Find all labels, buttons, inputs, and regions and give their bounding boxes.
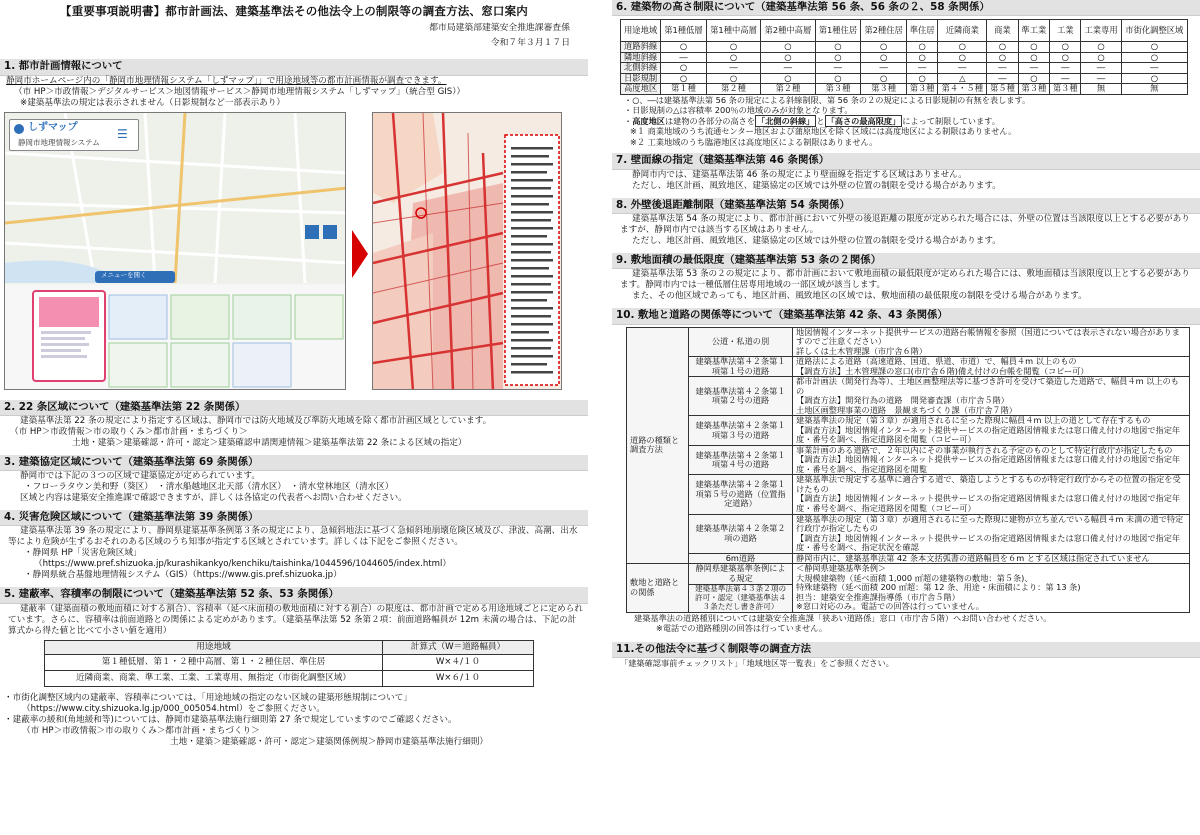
height-table-row bbox=[621, 73, 1188, 84]
height-cell: ○ bbox=[1018, 52, 1049, 63]
height-cell: ○ bbox=[938, 52, 987, 63]
s6-note3-north: 「北側の斜線」 bbox=[757, 115, 815, 126]
s1-line1[interactable]: 静岡市ホームページ内の「静岡市地理情報システム「しずマップ」」で用途地域等の都市計画情報が調査できます。 bbox=[6, 75, 447, 86]
shizumap-logo-sub: 静岡市地理情報システム bbox=[18, 137, 100, 147]
s1-line3: ※建築基準法の規定は表示されません（日影規制など一部表示あり） bbox=[20, 97, 286, 108]
height-cell: ○ bbox=[1018, 42, 1049, 53]
road-type-label: 建築基準法第４２条第１項第２号の道路 bbox=[689, 377, 793, 416]
s5-note5: 土地・建築＞建築確認・許可・認定＞建築関係例規＞静岡市建築基準法施行細則） bbox=[170, 736, 488, 747]
section-1-heading: 1. 都市計画情報について bbox=[0, 59, 588, 75]
shizumap-map-svg bbox=[5, 113, 346, 390]
height-cell: 第３種 bbox=[1050, 84, 1081, 95]
height-cell: 第２種 bbox=[706, 84, 760, 95]
height-cell: ― bbox=[1050, 73, 1081, 84]
document-date: 令和７年３月１７日 bbox=[490, 37, 570, 48]
s7-line2: ただし、地区計画、風致地区、建築協定の区域では外壁の位置の制限を受ける場合があります。 bbox=[632, 180, 1001, 191]
height-cell: 第１種 bbox=[661, 84, 707, 95]
height-table-header bbox=[621, 20, 1188, 42]
height-row-label: 北側斜線 bbox=[621, 63, 661, 74]
height-cell: ○ bbox=[706, 73, 760, 84]
height-row-label: 隣地斜線 bbox=[621, 52, 661, 63]
height-cell: ○ bbox=[815, 52, 861, 63]
height-cell: 第３種 bbox=[906, 84, 937, 95]
road-type-description: 建築基準法の規定（第３章）が適用されるに至った際現に幅員４m 以上の道として存在するもの 【調査方法】地図情報インターネット提供サービスの指定道路図情報または窓口備え付けの地図で指定年度・番号を調べ、指定道路図を閲覧（コピー可） bbox=[793, 416, 1190, 446]
height-cell: ○ bbox=[1081, 52, 1121, 63]
road-group-label: 道路の種類と調査方法 bbox=[627, 327, 689, 563]
s6-note3 bbox=[612, 116, 1200, 127]
height-cell: 第４・５種 bbox=[938, 84, 987, 95]
shizumap-screenshot bbox=[4, 112, 346, 390]
site-relation-permit: 建築基準法第４３条２項の許可・認定（建築基準法４３条ただし書き許可） bbox=[689, 584, 793, 612]
arrow-icon bbox=[352, 230, 368, 278]
height-col-zone: 第1種住居 bbox=[815, 20, 861, 42]
section-11-heading: 11.その他法令に基づく制限等の調査方法 bbox=[612, 642, 1200, 658]
height-cell: ○ bbox=[1121, 73, 1187, 84]
height-cell: 第３種 bbox=[815, 84, 861, 95]
height-cell: ○ bbox=[861, 73, 907, 84]
height-cell: ○ bbox=[906, 73, 937, 84]
section-7-heading: 7. 壁面線の指定（建築基準法第 46 条関係） bbox=[612, 153, 1200, 169]
height-cell: ○ bbox=[815, 42, 861, 53]
height-cell: ○ bbox=[906, 52, 937, 63]
road-table-row bbox=[627, 377, 1190, 416]
s6-note1: ・○、―は建築基準法第 56 条の規定による斜線制限、第 56 条の２の規定による日影規制の有無を表します。 bbox=[624, 94, 1031, 105]
table-row2-formula: W×６/１０ bbox=[383, 670, 534, 686]
height-cell: ― bbox=[661, 52, 707, 63]
road-type-description: 都市計画法（開発行為等）、土地区画整理法等に基づき許可を受けて築造した道路で、幅員４m 以上のもの 【調査方法】開発行為の道路 開発審査課（市庁舎５階） 土地区画整理事業の道路 景観まちづくり課（市庁舎７階） bbox=[793, 377, 1190, 416]
menu-icon[interactable]: ☰ bbox=[117, 126, 128, 141]
s3-line2: ・フローラタウン美和野（葵区） ・清水船越地区北天部（清水区） ・清水堂林地区（清水区） bbox=[24, 482, 394, 493]
height-cell: 第５種 bbox=[987, 84, 1018, 95]
s4-line3[interactable]: （https://www.pref.shizuoka.jp/kurashikankyo/kenchiku/taishinka/1044596/1044605/index.html） bbox=[34, 559, 451, 570]
height-cell: ○ bbox=[987, 42, 1018, 53]
height-cell: ― bbox=[761, 63, 815, 74]
height-cell: ○ bbox=[1018, 73, 1049, 84]
height-col-zone: 市街化調整区域 bbox=[1121, 20, 1187, 42]
left-column bbox=[0, 0, 588, 748]
s3-line3: 区域と内容は建築安全推進課で確認できますが、詳しくは各協定の代表者へお問い合わせください。 bbox=[20, 493, 407, 504]
s8-line1: 建築基準法第 54 条の規定により、都市計画において外壁の後退距離の限度が定められた場合には、外壁の位置は当該限度以上とする必要がありますが、静岡市内では該当する区域はありません。 bbox=[620, 214, 1190, 236]
shizumap-logo-title: しずマップ bbox=[28, 121, 78, 133]
section-8-heading: 8. 外壁後退距離制限（建築基準法第 54 条関係） bbox=[612, 198, 1200, 214]
table-row1-zone: 第１種低層、第１・２種中高層、第１・２種住居、準住居 bbox=[45, 654, 383, 670]
height-cell: ○ bbox=[706, 42, 760, 53]
road-type-label: 建築基準法第４２条第２項の道路 bbox=[689, 514, 793, 553]
s5-line1: 建蔽率（建築面積の敷地面積に対する割合）、容積率（延べ床面積の敷地面積に対する割合）の限度は、都市計画で定める用途地域ごとに定められています。さらに、容積率は前面道路との関係による定めがあります。（建築基準法第 52 条第２項：前面道路幅員が 12m 未満の場合は、下記の計算式から得た値と比べて小さい値を適用） bbox=[8, 603, 583, 636]
section-9-heading: 9. 敷地面積の最低限度（建築基準法第 53 条の２関係） bbox=[612, 253, 1200, 269]
height-col-label: 用途地域 bbox=[621, 20, 661, 42]
department: 都市局建築部建築安全推進課審査係 bbox=[429, 22, 570, 33]
table-header-formula: 計算式（W＝道路幅員） bbox=[383, 640, 534, 654]
s6-note3-end: によって制限しています。 bbox=[902, 115, 1000, 126]
height-cell: ― bbox=[1050, 63, 1081, 74]
road-table-row bbox=[627, 445, 1190, 475]
road-type-label: 6m道路 bbox=[689, 553, 793, 564]
table-row1-formula: W×４/１０ bbox=[383, 654, 534, 670]
height-cell: ○ bbox=[1121, 42, 1187, 53]
s5-note2[interactable]: （https://www.city.shizuoka.lg.jp/000_005054.html）をご参照ください。 bbox=[22, 703, 325, 714]
height-table-row bbox=[621, 42, 1188, 53]
height-cell: ○ bbox=[861, 42, 907, 53]
road-table-row bbox=[627, 327, 1190, 357]
road-table-row-site bbox=[627, 564, 1190, 585]
section-6-heading: 6. 建築物の高さ制限について（建築基準法第 56 条、56 条の２、58 条関係） bbox=[612, 0, 1200, 16]
s6-note3-highdistrict: 高度地区 bbox=[632, 115, 665, 126]
height-cell: 無 bbox=[1121, 84, 1187, 95]
height-cell: ○ bbox=[761, 52, 815, 63]
height-table-body bbox=[621, 42, 1188, 95]
section-2-heading: 2. 22 条区域について（建築基準法第 22 条関係） bbox=[0, 400, 588, 416]
shizumap-logo-icon bbox=[14, 124, 24, 134]
map-screenshots bbox=[0, 112, 588, 390]
height-cell: ○ bbox=[906, 42, 937, 53]
height-col-zone: 第2種中高層 bbox=[761, 20, 815, 42]
table-row2-zone: 近隣商業、商業、準工業、工業、工業専用、無指定（市街化調整区域） bbox=[45, 670, 383, 686]
height-cell: ― bbox=[938, 63, 987, 74]
height-cell: ○ bbox=[938, 42, 987, 53]
site-relation-description: ＜静岡県建築基準条例＞ 大規模建築物（延べ面積 1,000 ㎡超の建築物の敷地：第５条)、 特殊建築物（延べ面積 200 ㎡超：第 12 条、用途・床面積により：第 13 条) 担当：建築安全推進課指導係（市庁舎５階） ※窓口対応のみ。電話での回答は行っていません。 bbox=[793, 564, 1190, 613]
s6-note5: ※２ 工業地域のうち臨港地区は高度地区による制限はありません。 bbox=[630, 136, 878, 147]
height-row-label: 日影規制 bbox=[621, 73, 661, 84]
height-cell: ○ bbox=[1081, 42, 1121, 53]
s7-line1: 静岡市内では、建築基準法第 46 条の規定により壁面線を指定する区域はありません。 bbox=[632, 169, 967, 180]
section-4-heading: 4. 災害危険区域について（建築基準法第 39 条関係） bbox=[0, 510, 588, 526]
height-cell: ○ bbox=[987, 52, 1018, 63]
s4-line4[interactable]: ・静岡県統合基盤地理情報システム（GIS）（https://www.gis.pref.shizuoka.jp） bbox=[24, 570, 342, 581]
height-cell: ○ bbox=[815, 73, 861, 84]
height-cell: ― bbox=[987, 73, 1018, 84]
height-cell: ― bbox=[1081, 63, 1121, 74]
height-table-row bbox=[621, 63, 1188, 74]
height-col-zone: 近隣商業 bbox=[938, 20, 987, 42]
height-table-row bbox=[621, 84, 1188, 95]
height-cell: ○ bbox=[661, 42, 707, 53]
s5-note4: （市 HP＞市政情報＞市の取りくみ＞都市計画・まちづくり＞ bbox=[22, 725, 260, 736]
height-row-label: 道路斜線 bbox=[621, 42, 661, 53]
s10-after2: ※電話での道路種別の回答は行っていません。 bbox=[656, 623, 828, 634]
height-cell: 第３種 bbox=[1018, 84, 1049, 95]
road-type-label: 建築基準法第４２条第１項第３号の道路 bbox=[689, 416, 793, 446]
s2-line1: 建築基準法第 22 条の規定により指定する区域は、静岡市では防火地域及び準防火地域を除く都市計画区域としています。 bbox=[20, 415, 492, 426]
s10-after1: 建築基準法の道路種別については建築安全推進課「狭あい道路係」窓口（市庁舎５階）へお問い合わせください。 bbox=[634, 612, 1052, 623]
height-cell: 無 bbox=[1081, 84, 1121, 95]
height-cell: 第３種 bbox=[861, 84, 907, 95]
road-type-label: 建築基準法第４２条第１項第５号の道路（位置指定道路） bbox=[689, 475, 793, 514]
road-type-label: 建築基準法第４２条第１項第１号の道路 bbox=[689, 357, 793, 377]
s6-note2: ・日影規制の△は容積率 200％の地域のみが対象となります。 bbox=[624, 105, 853, 116]
s9-line2: また、その他区域であっても、地区計画、風致地区の区域では、敷地面積の最低限度の制限を受ける場合があります。 bbox=[632, 291, 1087, 302]
s5-note1: ・市街化調整区域内の建蔽率、容積率については、「用途地域の指定のない区域の建築形態規制について」 bbox=[4, 692, 412, 703]
height-row-label: 高度地区 bbox=[621, 84, 661, 95]
height-cell: ○ bbox=[861, 52, 907, 63]
height-cell: 第２種 bbox=[761, 84, 815, 95]
road-type-label: 公道・私道の別 bbox=[689, 327, 793, 357]
height-col-zone: 第1種低層 bbox=[661, 20, 707, 42]
s6-note4: ※１ 商業地域のうち流通センター地区および蒲原地区を除く区域には高度地区による制限はありません。 bbox=[630, 126, 1017, 137]
s8-line2: ただし、地区計画、風致地区、建築協定の区域では外壁の位置の制限を受ける場合があります。 bbox=[632, 236, 1001, 247]
site-relation-label: 敷地と道路との関係 bbox=[627, 564, 689, 613]
height-table-row bbox=[621, 52, 1188, 63]
road-table-body bbox=[627, 327, 1190, 612]
section-3-heading: 3. 建築協定区域について（建築基準法第 69 条関係） bbox=[0, 455, 588, 471]
height-col-zone: 第2種住居 bbox=[861, 20, 907, 42]
road-table-row bbox=[627, 357, 1190, 377]
height-cell: ― bbox=[1018, 63, 1049, 74]
map-search-label[interactable]: メニューを開く bbox=[101, 270, 147, 279]
height-cell: ― bbox=[815, 63, 861, 74]
zoning-map-screenshot bbox=[372, 112, 562, 390]
site-relation-ordinance: 静岡県建築基準条例による規定 bbox=[689, 564, 793, 585]
road-relation-table bbox=[626, 327, 1190, 613]
s4-line1: 建築基準法第 39 条の規定により、静岡県建築基準条例第３条の規定により、急傾斜地法に基づく急傾斜地崩壊危険区域及び、津波、高潮、出水等により危険が生ずるおそれのある区域のうち知事が指定する区域とされています。詳しくは下記をご参照ください。 bbox=[8, 526, 578, 548]
height-cell: ○ bbox=[761, 73, 815, 84]
s2-line2: （市 HP＞市政情報＞市の取りくみ＞都市計画・まちづくり＞ bbox=[10, 426, 248, 437]
height-limit-table bbox=[620, 19, 1188, 95]
height-cell: ― bbox=[1081, 73, 1121, 84]
height-cell: △ bbox=[938, 73, 987, 84]
road-table-row bbox=[627, 416, 1190, 446]
s6-note3-and: と bbox=[816, 115, 825, 126]
road-type-description: 道路法による道路（高速道路、国道、県道、市道）で、幅員４m 以上のもの 【調査方法】土木管理課の窓口(市庁舎６階)備え付けの台帳を閲覧（コピー可） bbox=[793, 357, 1190, 377]
height-cell: ― bbox=[906, 63, 937, 74]
s3-line1: 静岡市では下記の３つの区域で建築協定が定められています。 bbox=[20, 471, 260, 482]
road-table-row bbox=[627, 475, 1190, 514]
section-10-heading: 10. 敷地と道路の関係等について（建築基準法第 42 条、43 条関係） bbox=[612, 308, 1200, 324]
s11-line1: 「建築確認事前チェックリスト」「地域地区等一覧表」をご参照ください。 bbox=[620, 657, 894, 668]
height-cell: ― bbox=[987, 63, 1018, 74]
s4-line2: ・静岡県 HP「災害危険区域」 bbox=[24, 548, 142, 559]
road-type-description: 事業計画のある道路で、２年以内にその事業が執行される予定のものとして特定行政庁が指定したもの 【調査方法】地図情報インターネット提供サービスの指定道路図情報または窓口備え付けの地図で指定年度・番号を調べ、指定道路図を閲覧 bbox=[793, 445, 1190, 475]
s5-note3: ・建蔽率の緩和(角地緩和等)については、静岡市建築基準法施行細則第 27 条で規定していますのでご確認ください。 bbox=[4, 714, 457, 725]
s2-line3: 土地・建築＞建築確認・許可・認定＞建築確認申請関連情報＞建築基準法第 22 条による区域の指定） bbox=[72, 437, 467, 448]
s6-note3-bullet: ・ bbox=[624, 115, 633, 126]
height-cell: ― bbox=[1121, 63, 1187, 74]
document-title: 【重要事項説明書】都市計画法、建築基準法その他法令上の制限等の調査方法、窓口案内 bbox=[60, 4, 528, 18]
road-type-description: 建築基準法の規定（第３章）が適用されるに至った際現に建物が立ち並んでいる幅員４m 未満の道で特定行政庁が指定したもの 【調査方法】地図情報インターネット提供サービスの指定道路図情報または窓口備え付けの地図で指定年度・番号を調べ、指定状況を確認 bbox=[793, 514, 1190, 553]
s1-line2: （市 HP＞市政情報＞デジタルサービス＞地図情報サービス＞静岡市地理情報システム「しずマップ」（統合型 GIS）） bbox=[14, 86, 466, 97]
height-cell: ○ bbox=[1050, 52, 1081, 63]
height-col-zone: 工業 bbox=[1050, 20, 1081, 42]
s9-line1: 建築基準法第 53 条の２の規定により、都市計画において敷地面積の最低限度が定められた場合には、敷地面積は当該限度以上とする必要があります。静岡市内では一種低層住居専用地域の一部区域が該当します。 bbox=[620, 269, 1190, 291]
right-column bbox=[612, 0, 1200, 668]
road-table-row bbox=[627, 553, 1190, 564]
height-cell: ○ bbox=[1121, 52, 1187, 63]
height-col-zone: 準工業 bbox=[1018, 20, 1049, 42]
height-cell: ○ bbox=[661, 63, 707, 74]
s6-note3-max: 「高さの最高限度」 bbox=[826, 115, 901, 126]
height-col-zone: 商業 bbox=[987, 20, 1018, 42]
height-col-zone: 工業専用 bbox=[1081, 20, 1121, 42]
road-type-description: 地図情報インターネット提供サービスの道路台帳情報を参照（国道については表示されない場合がありますのでご注意ください） 詳しくは土木管理課（市庁舎６階） bbox=[793, 327, 1190, 357]
zoning-map-svg bbox=[373, 113, 562, 390]
floor-area-ratio-table bbox=[44, 640, 534, 687]
height-cell: ― bbox=[706, 63, 760, 74]
section-5-heading: 5. 建蔽率、容積率の制限について（建築基準法第 52 条、53 条関係） bbox=[0, 587, 588, 603]
table-header-zone: 用途地域 bbox=[45, 640, 383, 654]
height-col-zone: 準住居 bbox=[906, 20, 937, 42]
road-table-row bbox=[627, 514, 1190, 553]
height-cell: ○ bbox=[761, 42, 815, 53]
height-cell: ○ bbox=[1050, 42, 1081, 53]
height-col-zone: 第1種中高層 bbox=[706, 20, 760, 42]
road-type-label: 建築基準法第４２条第１項第４号の道路 bbox=[689, 445, 793, 475]
height-cell: ○ bbox=[706, 52, 760, 63]
height-cell: ― bbox=[861, 63, 907, 74]
s6-note3-mid: は建物の各部分の高さを bbox=[664, 115, 756, 126]
height-cell: ○ bbox=[661, 73, 707, 84]
road-type-description: 静岡市内に、建築基準法第 42 条本文括弧書の道路幅員を６m とする区域は指定されていません bbox=[793, 553, 1190, 564]
road-type-description: 建築基準法で規定する基準に適合する道で、築造しようとするものが特定行政庁からその位置の指定を受けたもの 【調査方法】地図情報インターネット提供サービスの指定道路図情報または窓口備え付けの地図で指定年度・番号を調べ、指定道路図を閲覧（コピー可） bbox=[793, 475, 1190, 514]
